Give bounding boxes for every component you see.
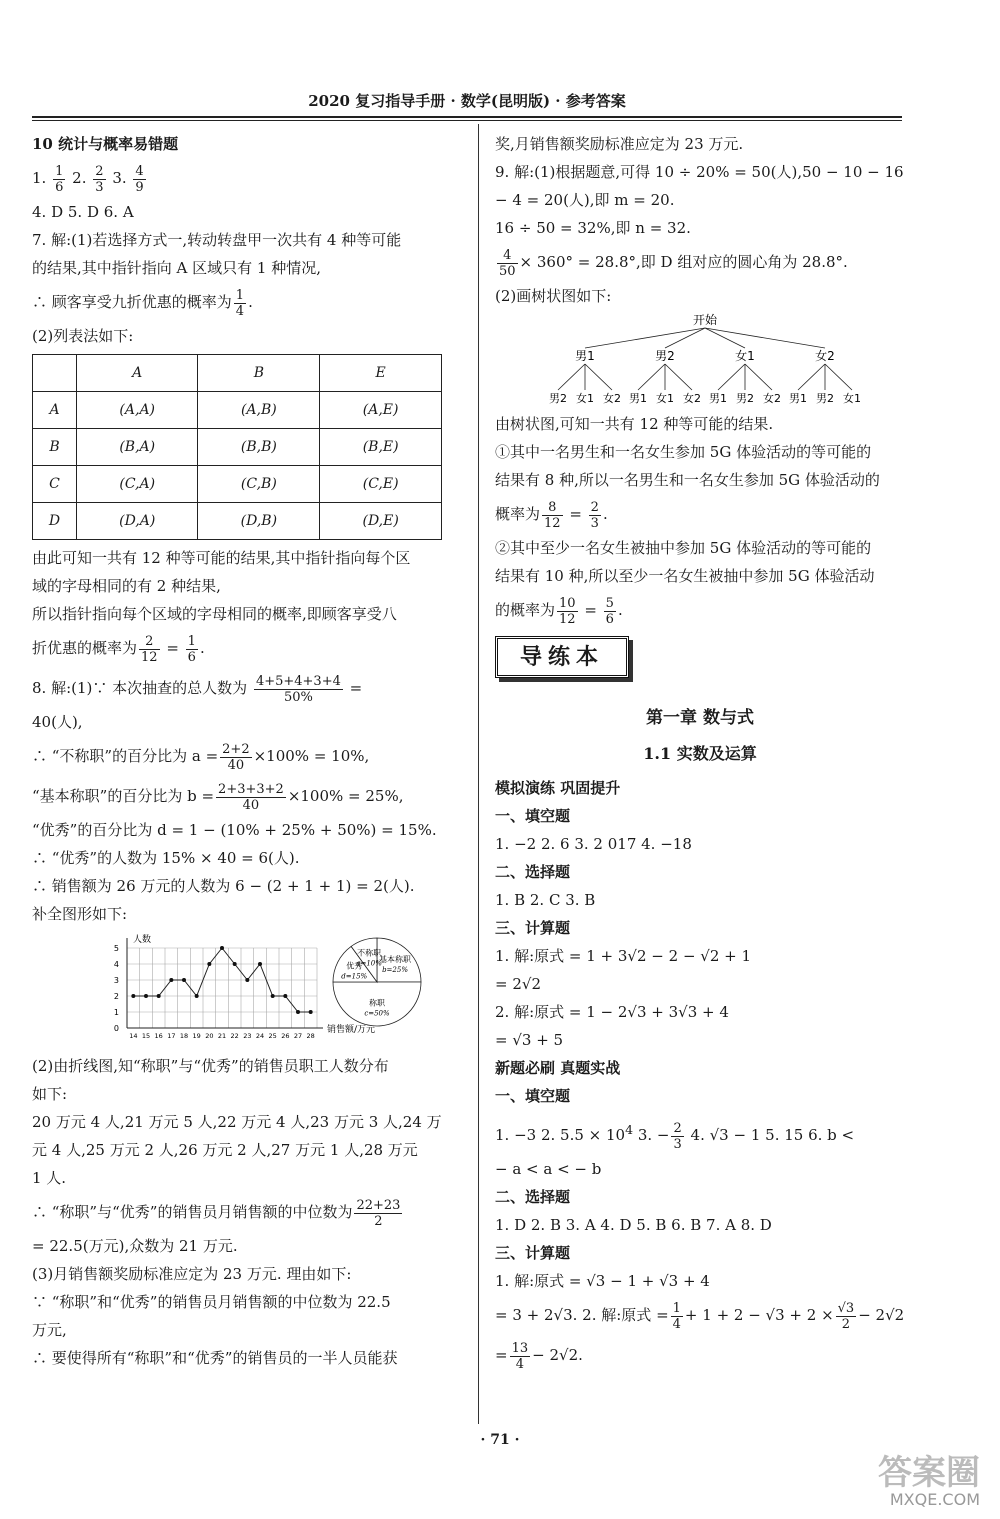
tree-leaf: 女2 — [603, 392, 621, 405]
tree-leaf: 男2 — [816, 392, 834, 405]
q8-line-1 — [32, 668, 452, 708]
x-tick-label: 15 — [141, 1032, 151, 1040]
table-cell: A — [33, 392, 77, 429]
q9-line-5: 由树状图,可知一共有 12 种等可能的结果. — [495, 415, 774, 433]
subheading: 一、填空题 — [495, 1087, 571, 1105]
q2-label: 2. — [72, 169, 87, 187]
data-point — [245, 978, 249, 982]
watermark-logo: 答案圈 — [878, 1453, 980, 1493]
x-tick-label: 14 — [129, 1032, 138, 1040]
q8-line-4 — [32, 776, 452, 816]
answer-line — [495, 1335, 905, 1375]
data-point — [131, 994, 135, 998]
q8-part2-6 — [32, 1192, 452, 1232]
data-point — [195, 994, 199, 998]
x-tick-label: 21 — [217, 1032, 227, 1040]
q8-line-7: ∴ 销售额为 26 万元的人数为 6 − (2 + 1 + 1) = 2(人). — [32, 877, 415, 895]
tree-edge — [745, 364, 772, 390]
q8-part3-4: ∴ 要使得所有“称职”和“优秀”的销售员的一半人员能获 — [32, 1349, 398, 1367]
q9-line-2: − 4 = 20(人),即 m = 20. — [495, 191, 675, 209]
q8-part2-1: (2)由折线图,知“称职”与“优秀”的销售员职工人数分布 — [32, 1057, 389, 1075]
data-point — [182, 978, 186, 982]
answer-line: 2. 解:原式 = 1 − 2√3 + 3√3 + 4 — [495, 1003, 729, 1021]
table-cell: (A,A) — [77, 392, 198, 429]
table-cell: (D,E) — [320, 503, 442, 540]
answer-text: = 3 + 2√3. 2. 解:原式 = — [495, 1306, 669, 1324]
subheading: 一、填空题 — [495, 807, 571, 825]
tree-node: 女2 — [815, 349, 835, 363]
y-tick-label: 2 — [113, 992, 119, 1001]
pie-label: 称职 — [369, 998, 385, 1008]
fraction: $\frac{√3}{2}$ — [837, 1300, 855, 1332]
table-row — [33, 466, 442, 503]
watermark-url: MXQE.COM — [889, 1490, 980, 1509]
answer-line: 1. 解:原式 = √3 − 1 + √3 + 4 — [495, 1272, 710, 1290]
q9-line-8: 概率为 $\frac{8}{12}$ = $\frac{2}{3}$ . — [495, 499, 608, 531]
table-cell — [33, 355, 77, 392]
tree-leaf: 男1 — [789, 392, 807, 405]
answer-line — [495, 1295, 905, 1335]
header-rule-thin — [32, 120, 902, 121]
q8-part2-7: = 22.5(万元),众数为 21 万元. — [32, 1237, 238, 1255]
x-tick-label: 24 — [255, 1032, 265, 1040]
q8-part2-2: 如下: — [32, 1085, 68, 1103]
x-tick-label: 19 — [192, 1032, 201, 1040]
fraction: $\frac{2+3+3+2}{40}$ — [218, 781, 284, 813]
fraction: $\frac{2}{3}$ — [590, 499, 599, 531]
tree-leaf: 男1 — [709, 392, 727, 405]
data-point — [309, 1010, 313, 1014]
q8-part3-2: ∵ “称职”和“优秀”的销售员月销售额的中位数为 22.5 — [32, 1293, 391, 1311]
q7-conclusion-1: 由此可知一共有 12 种等可能的结果,其中指针指向每个区 — [32, 549, 411, 567]
q8-text: ∴ “不称职”的百分比为 a = — [32, 747, 219, 765]
y-tick-label: 0 — [113, 1024, 119, 1033]
fraction: $\frac{5}{6}$ — [605, 595, 614, 627]
subheading: 三、计算题 — [495, 919, 571, 937]
q9-part2: (2)画树状图如下: — [495, 287, 612, 305]
fraction: $\frac{2+2}{40}$ — [222, 741, 250, 773]
q9-line-11: 的概率为 $\frac{10}{12}$ = $\frac{5}{6}$ . — [495, 595, 623, 627]
table-header-row — [33, 355, 442, 392]
tree-edge — [798, 364, 825, 390]
answer-line: = √3 + 5 — [495, 1031, 564, 1049]
left-column — [32, 130, 452, 1372]
q3-fraction: $\frac{4}{9}$ — [135, 163, 144, 195]
table-cell: B — [198, 355, 320, 392]
answer-text: 4. √3 − 1 5. 15 6. b < — [690, 1126, 855, 1144]
q8-part3-3: 万元, — [32, 1321, 67, 1339]
answer-text: + 1 + 2 − √3 + 2 × — [684, 1306, 834, 1324]
y-tick-label: 1 — [113, 1008, 119, 1017]
tree-edge — [585, 328, 705, 348]
table-cell: B — [33, 429, 77, 466]
answer-line: = 2√2 — [495, 975, 541, 993]
q9-line-6: ①其中一名男生和一名女生参加 5G 体验活动的等可能的 — [495, 443, 872, 461]
data-point — [220, 946, 224, 950]
y-tick-label: 5 — [113, 944, 119, 953]
q7-text: 折优惠的概率为 — [32, 639, 138, 657]
table-cell: E — [320, 355, 442, 392]
table-cell: (B,E) — [320, 429, 442, 466]
table-cell: (C,E) — [320, 466, 442, 503]
tree-edge — [558, 364, 585, 390]
table-cell: C — [33, 466, 77, 503]
y-axis-label: 人数 — [133, 935, 152, 945]
tree-edge — [665, 364, 692, 390]
q8-line-8: 补全图形如下: — [32, 905, 128, 923]
fraction: $\frac{1}{6}$ — [187, 633, 196, 665]
data-point — [271, 994, 275, 998]
table-row — [33, 392, 442, 429]
q7-line-2: 的结果,其中指针指向 A 区域只有 1 种情况, — [32, 259, 321, 277]
q8-text-end: ×100% = 10%, — [253, 747, 370, 765]
table-cell: (D,B) — [198, 503, 320, 540]
q9-text: 概率为 — [495, 505, 541, 523]
answer-text: − 2√2 — [858, 1306, 905, 1324]
section-box-title: 导练本 — [495, 636, 629, 678]
section-title: 10 统计与概率易错题 — [32, 135, 179, 153]
q7-line-3: ∴ 顾客享受九折优惠的概率为 $\frac{1}{4}$ . — [32, 287, 253, 319]
table-cell: (A,B) — [198, 392, 320, 429]
sales-chart — [32, 930, 452, 1048]
x-tick-label: 16 — [154, 1032, 163, 1040]
q2-fraction: $\frac{2}{3}$ — [95, 163, 104, 195]
q7-conclusion-3: 所以指针指向每个区域的字母相同的概率,即顾客享受八 — [32, 605, 397, 623]
tree-leaf: 女1 — [576, 392, 594, 405]
q8-line-2: 40(人), — [32, 713, 83, 731]
data-point — [283, 994, 287, 998]
section-title: 1.1 实数及运算 — [643, 744, 757, 763]
q8-line-6: ∴ “优秀”的人数为 15% × 40 = 6(人). — [32, 849, 300, 867]
x-tick-label: 20 — [205, 1032, 214, 1040]
q8-text: “基本称职”的百分比为 b = — [32, 787, 215, 805]
q1-fraction: $\frac{1}{6}$ — [55, 163, 64, 195]
data-point — [233, 962, 237, 966]
tree-leaf: 女1 — [843, 392, 861, 405]
q9-line-3: 16 ÷ 50 = 32%,即 n = 32. — [495, 219, 691, 237]
table-cell: (C,B) — [198, 466, 320, 503]
fraction: $\frac{1}{4}$ — [672, 1300, 681, 1332]
q8-text-end: ×100% = 25%, — [287, 787, 404, 805]
answer-text: = — [495, 1346, 508, 1364]
x-tick-label: 23 — [243, 1032, 252, 1040]
tree-edge — [638, 364, 665, 390]
y-tick-label: 4 — [113, 960, 119, 969]
q7-conclusion-4: 折优惠的概率为 $\frac{2}{12}$ = $\frac{1}{6}$ . — [32, 633, 205, 665]
answer-line: 1. 解:原式 = 1 + 3√2 − 2 − √2 + 1 — [495, 947, 752, 965]
q7-text: ∴ 顾客享受九折优惠的概率为 — [32, 293, 232, 311]
right-column — [495, 130, 905, 1375]
subheading: 新题必刷 真题实战 — [495, 1059, 621, 1077]
fraction: $\frac{10}{12}$ — [559, 595, 576, 627]
pie-label: 基本称职 — [379, 954, 412, 964]
tree-leaf: 男2 — [736, 392, 754, 405]
q9-line-7: 结果有 8 种,所以一名男生和一名女生参加 5G 体验活动的 — [495, 471, 880, 489]
q1-label: 1. — [32, 169, 47, 187]
pie-value-label: c=50% — [364, 1009, 390, 1018]
q9-text: × 360° = 28.8°,即 D 组对应的圆心角为 28.8°. — [519, 253, 848, 271]
page-header: 2020 复习指导手册 · 数学(昆明版) · 参考答案 — [308, 92, 626, 110]
x-tick-label: 17 — [167, 1032, 176, 1040]
q8-text: 8. 解:(1)∵ 本次抽查的总人数为 — [32, 679, 248, 697]
answers-4-6: 4. D 5. D 6. A — [32, 203, 134, 221]
fraction: $\frac{4+5+4+3+4}{50\%}$ — [255, 673, 341, 705]
tree-leaf: 女1 — [656, 392, 674, 405]
answer-text: 1. −3 2. 5.5 × 10 — [495, 1126, 626, 1144]
subheading: 二、选择题 — [495, 1188, 571, 1206]
answer-line — [495, 1110, 905, 1155]
tree-diagram — [495, 310, 905, 410]
table-cell: A — [77, 355, 198, 392]
table-cell: (D,A) — [77, 503, 198, 540]
answer-text: − 2√2. — [532, 1346, 583, 1364]
tree-node: 男1 — [575, 349, 595, 363]
q9-text: 的概率为 — [495, 601, 556, 619]
q8-part2-5: 1 人. — [32, 1169, 67, 1187]
subheading: 二、选择题 — [495, 863, 571, 881]
q8-line-5: “优秀”的百分比为 d = 1 − (10% + 25% + 50%) = 15%. — [32, 821, 437, 839]
table-row — [33, 429, 442, 466]
tree-edge — [705, 328, 825, 348]
x-tick-label: 25 — [268, 1032, 277, 1040]
tree-leaf: 男2 — [549, 392, 567, 405]
answer-line: 1. D 2. B 3. A 4. D 5. B 6. B 7. A 8. D — [495, 1216, 772, 1234]
y-tick-label: 3 — [113, 976, 119, 985]
data-point — [258, 962, 262, 966]
table-cell: (B,A) — [77, 429, 198, 466]
answer-line: − a < a < − b — [495, 1160, 602, 1178]
chapter-title: 第一章 数与式 — [646, 708, 754, 728]
tree-leaf: 女2 — [683, 392, 701, 405]
data-point — [169, 978, 173, 982]
column-divider — [478, 124, 479, 1424]
subheading: 三、计算题 — [495, 1244, 571, 1262]
fraction: $\frac{13}{4}$ — [511, 1340, 529, 1372]
tree-node: 女1 — [735, 349, 755, 363]
pie-label: 优秀 — [346, 961, 363, 971]
table-cell: D — [33, 503, 77, 540]
fraction: $\frac{8}{12}$ — [544, 499, 561, 531]
x-tick-label: 28 — [306, 1032, 315, 1040]
exponent: 4 — [625, 1122, 634, 1137]
table-cell: (C,A) — [77, 466, 198, 503]
q8-part2-4: 元 4 人,25 万元 2 人,26 万元 2 人,27 万元 1 人,28 万元 — [32, 1141, 418, 1159]
answers-1-3 — [32, 158, 452, 198]
table-cell: (B,B) — [198, 429, 320, 466]
answer-line: 1. −2 2. 6 3. 2 017 4. −18 — [495, 835, 692, 853]
pie-value-label: a=10% — [356, 959, 382, 968]
q9-line-9: ②其中至少一名女生被抽中参加 5G 体验活动的等可能的 — [495, 539, 872, 557]
outcome-table — [32, 354, 442, 540]
q8-part2-3: 20 万元 4 人,21 万元 5 人,22 万元 4 人,23 万元 3 人,24 万 — [32, 1113, 442, 1131]
data-point — [296, 1010, 300, 1014]
q7-fraction: $\frac{1}{4}$ — [235, 287, 245, 319]
tree-edge — [585, 364, 612, 390]
table-row — [33, 503, 442, 540]
fraction: $\frac{2}{3}$ — [673, 1120, 682, 1152]
q7-part2: (2)列表法如下: — [32, 327, 134, 345]
fraction: $\frac{22+23}{2}$ — [356, 1197, 401, 1229]
header-rule — [32, 116, 902, 118]
x-tick-label: 26 — [281, 1032, 290, 1040]
pie-label: 不称职 — [357, 948, 382, 958]
q9-line-4 — [495, 242, 905, 282]
tree-root: 开始 — [692, 313, 718, 327]
q8-text: ∴ “称职”与“优秀”的销售员月销售额的中位数为 — [32, 1203, 353, 1221]
x-tick-label: 22 — [230, 1032, 239, 1040]
data-point — [157, 994, 161, 998]
answer-line: 1. B 2. C 3. B — [495, 891, 596, 909]
tree-leaf: 女2 — [763, 392, 781, 405]
q9-line-10: 结果有 10 种,所以至少一名女生被抽中参加 5G 体验活动 — [495, 567, 875, 585]
x-tick-label: 18 — [179, 1032, 189, 1040]
tree-edge — [825, 364, 852, 390]
page-number: · 71 · — [480, 1432, 520, 1448]
fraction: $\frac{2}{12}$ — [141, 633, 158, 665]
tree-edge — [718, 364, 745, 390]
table-cell: (A,E) — [320, 392, 442, 429]
data-point — [144, 994, 148, 998]
pie-value-label: b=25% — [382, 965, 408, 974]
q7-line-1: 7. 解:(1)若选择方式一,转动转盘甲一次共有 4 种等可能 — [32, 231, 402, 249]
q8-text-end: = — [349, 679, 363, 697]
q3-label: 3. — [112, 169, 127, 187]
x-tick-label: 27 — [293, 1032, 303, 1040]
q8-part3-1: (3)月销售额奖励标准应定为 23 万元. 理由如下: — [32, 1265, 352, 1283]
q9-line-1: 9. 解:(1)根据题意,可得 10 ÷ 20% = 50(人),50 − 10 − 16 — [495, 163, 904, 181]
fraction: $\frac{4}{50}$ — [499, 247, 516, 279]
q8-line-3 — [32, 736, 452, 776]
tree-leaf: 男1 — [629, 392, 647, 405]
answer-text: 3. − — [637, 1126, 670, 1144]
tree-node: 男2 — [655, 349, 675, 363]
q7-conclusion-2: 域的字母相同的有 2 种结果, — [32, 577, 221, 595]
r-line-1: 奖,月销售额奖励标准应定为 23 万元. — [495, 135, 744, 153]
data-point — [207, 962, 211, 966]
pie-value-label: d=15% — [341, 972, 368, 981]
x-axis-label: 销售额/万元 — [327, 1025, 376, 1035]
subheading: 模拟演练 巩固提升 — [495, 779, 621, 797]
